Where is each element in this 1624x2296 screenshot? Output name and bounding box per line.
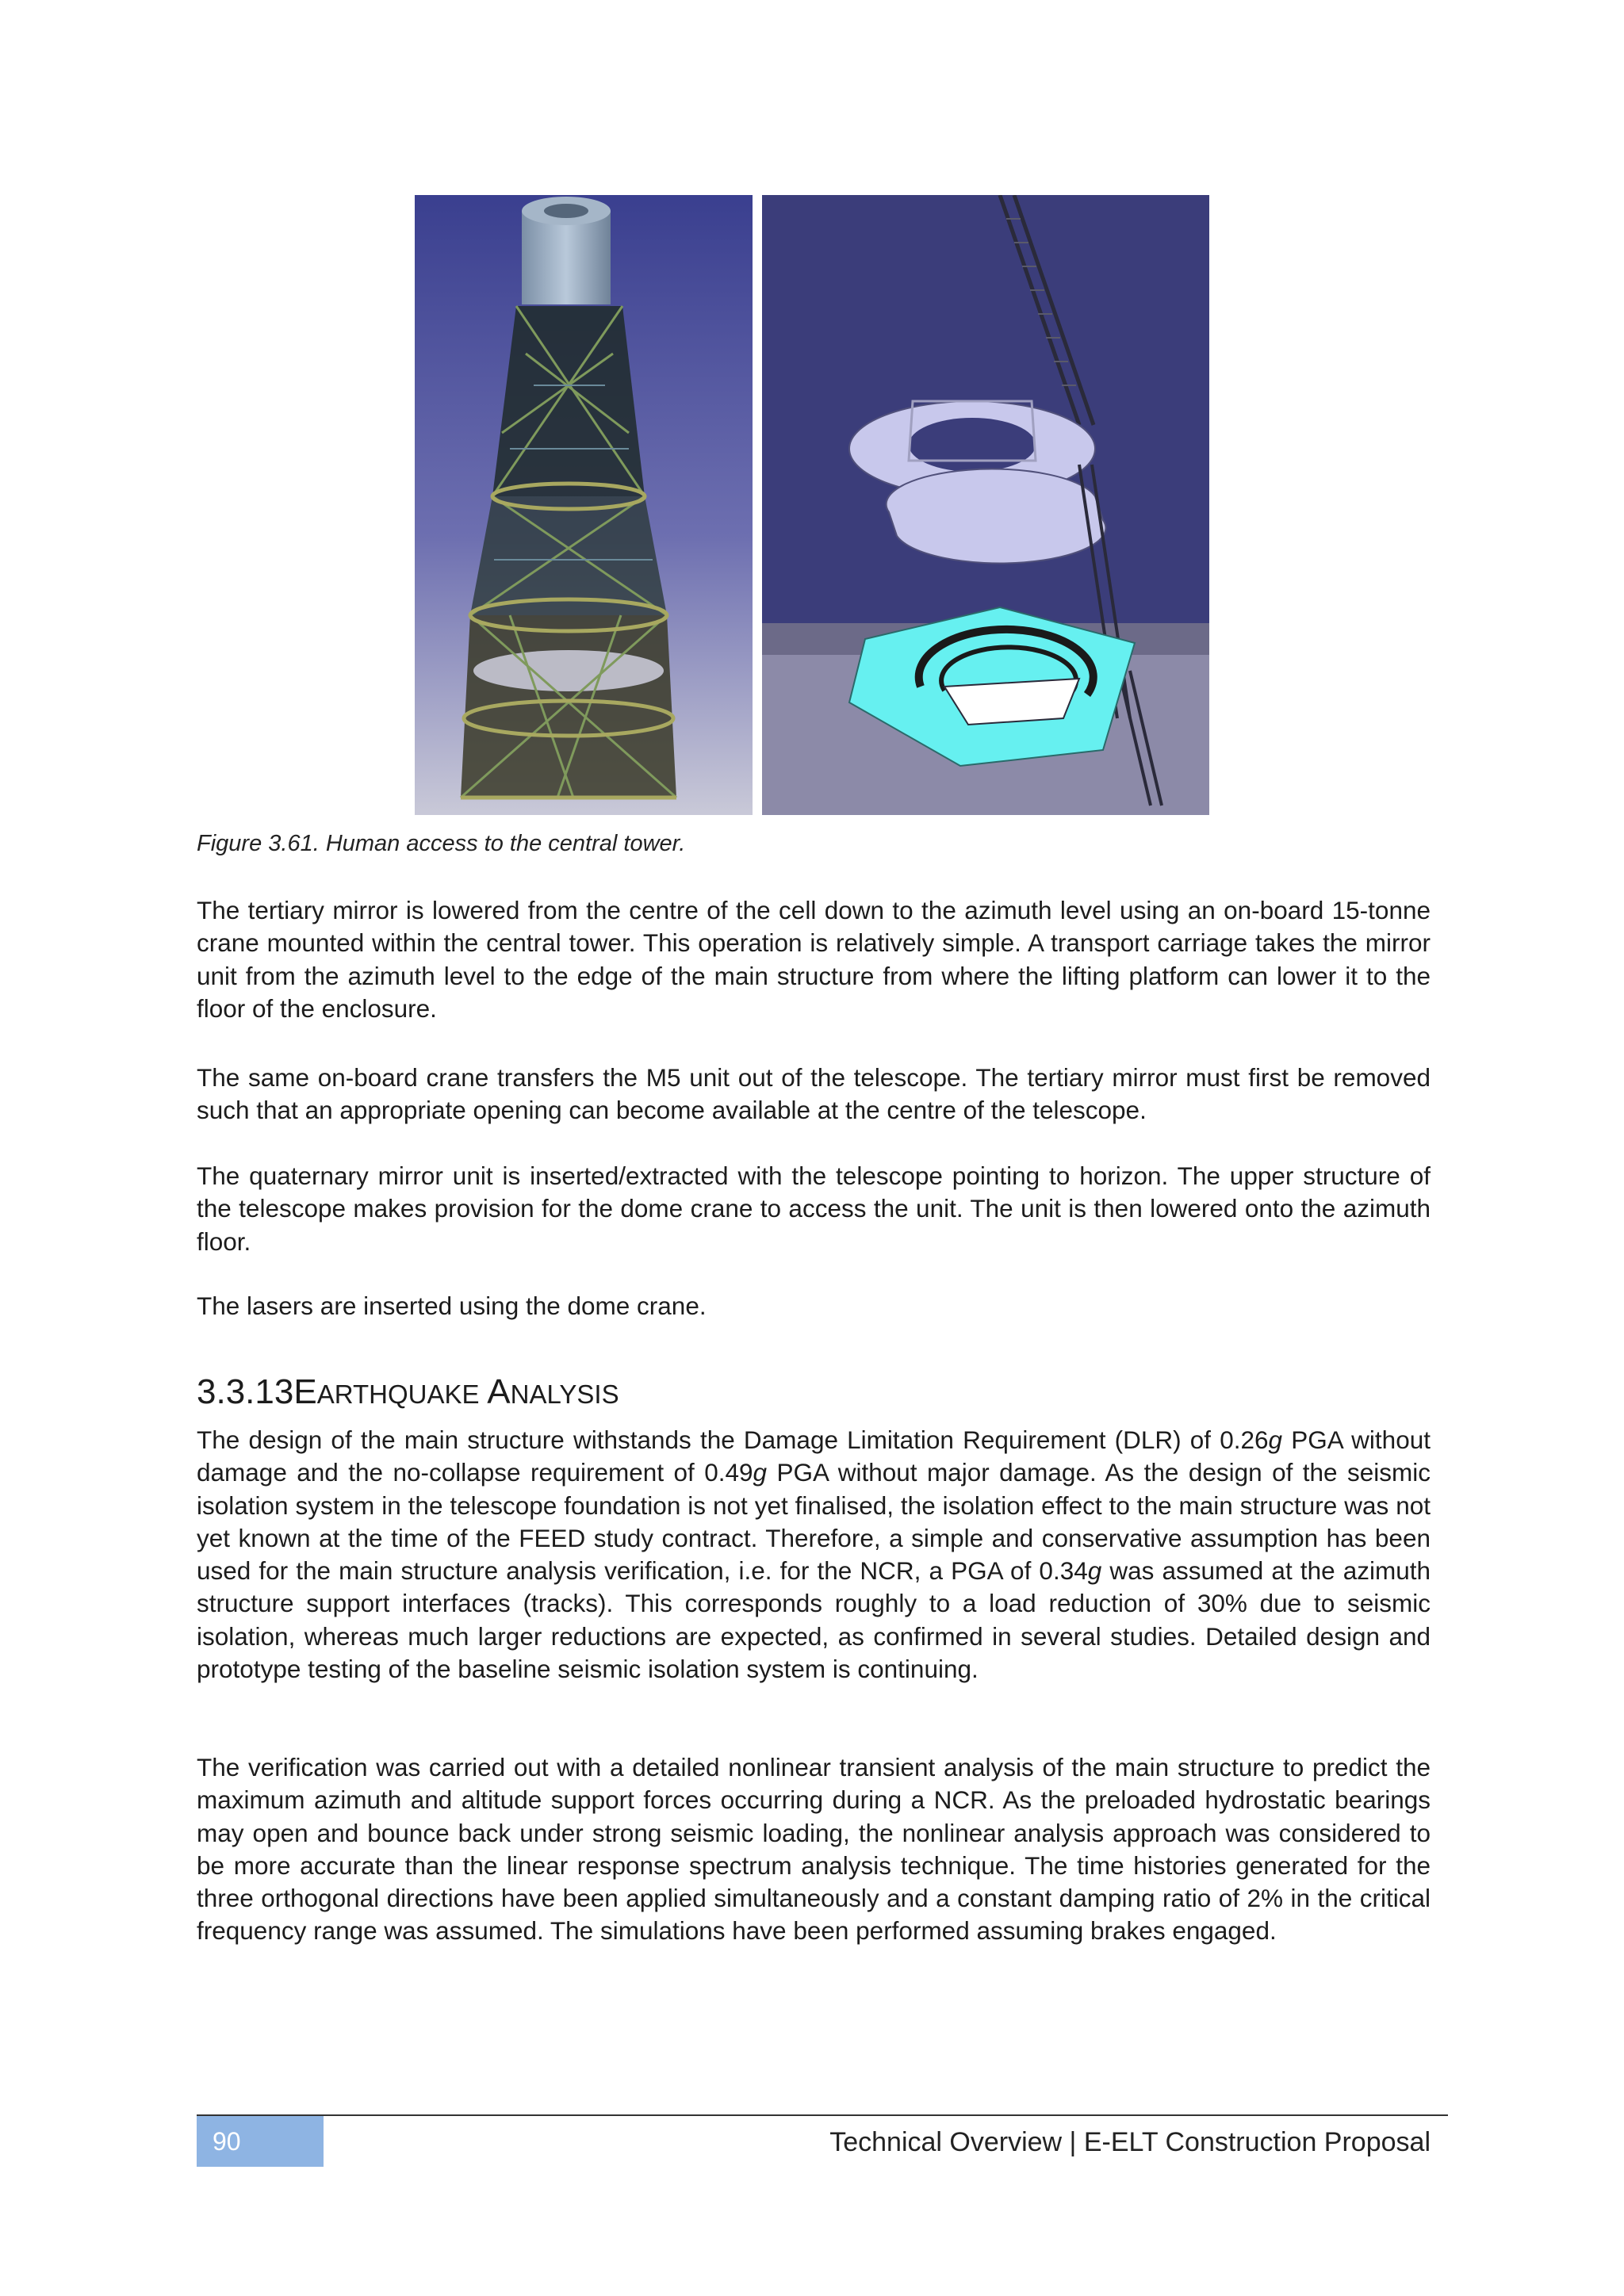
access-platforms-image [762,195,1209,815]
p5-text-3: PGA without major damage. As the design of the seismic isolation system in the telescope foundation is not yet finalised, the isolation effect to the main structure was not yet known at the time of the FEED study contract. Therefore, a simple and conservative assumption has been used for the main structure analysis verification, i.e. for the NCR, a PGA of 0.34 [197,1458,1431,1586]
paragraph-tertiary-mirror: The tertiary mirror is lowered from the centre of the cell down to the azimuth level using an on-board 15-tonne crane mounted within the central tower. This operation is relatively simple. A transport carriage takes the mirror unit from the azimuth level to the edge of the main structure from where the lifting platform can lower it to the floor of the enclosure. [197,896,1431,1023]
paragraph-earthquake-design [197,1424,1431,1686]
section-title-part-1: ARTHQUAKE [316,1380,480,1409]
p5-text-4: was assumed at the azimuth structure support interfaces (tracks). This corresponds roughly to a load reduction of 30% due to seismic isolation, whereas much larger reductions are expected, as confirmed in several studies. Detailed design and prototype testing of the baseline seismic isolation system is continuing. [197,1556,1431,1684]
p5-g-3: g [1087,1556,1102,1586]
section-title-initial-a: A [487,1372,511,1411]
p5-g-1: g [1268,1425,1283,1454]
central-tower-image [415,195,753,815]
paragraph-quaternary-mirror: The quaternary mirror unit is inserted/extracted with the telescope pointing to horizon. The upper structure of the telescope makes provision for the dome crane to access the unit. The unit is then lowered onto the azimuth floor. [197,1161,1431,1256]
paragraph-lasers: The lasers are inserted using the dome crane. [197,1292,707,1320]
paragraph-m5-unit: The same on-board crane transfers the M5 unit out of the telescope. The tertiary mirror must first be removed such that an appropriate opening can become available at the centre of the telescope. [197,1063,1431,1125]
p5-g-2: g [753,1458,768,1487]
footer-title: Technical Overview | E-ELT Construction Proposal [829,2127,1431,2157]
page-number: 90 [197,2116,324,2167]
footer-divider [197,2114,1448,2116]
paragraph-verification: The verification was carried out with a detailed nonlinear transient analysis of the main structure to predict the maximum azimuth and altitude support forces occurring during a NCR. As the preloaded hydrostatic bearings may open and bounce back under strong seismic loading, the nonlinear analysis approach was considered to be more accurate than the linear response spectrum analysis technique. The time histories generated for the three orthogonal directions have been applied simultaneously and a constant damping ratio of 2% in the critical frequency range was assumed. The simulations have been performed assuming brakes engaged. [197,1753,1431,1946]
p5-text-1: The design of the main structure withstands the Damage Limitation Requirement (DLR) of 0.26 [197,1425,1269,1454]
p5-text-2: PGA without damage and the no-collapse requirement of 0.49 [197,1425,1431,1487]
section-title-initial-e: E [293,1372,317,1411]
section-heading [197,1372,619,1415]
figure-caption: Figure 3.61. Human access to the central tower. [197,831,686,856]
figure [415,195,1209,815]
section-number: 3.3.13 [197,1372,294,1411]
section-title-part-2: NALYSIS [510,1380,619,1409]
